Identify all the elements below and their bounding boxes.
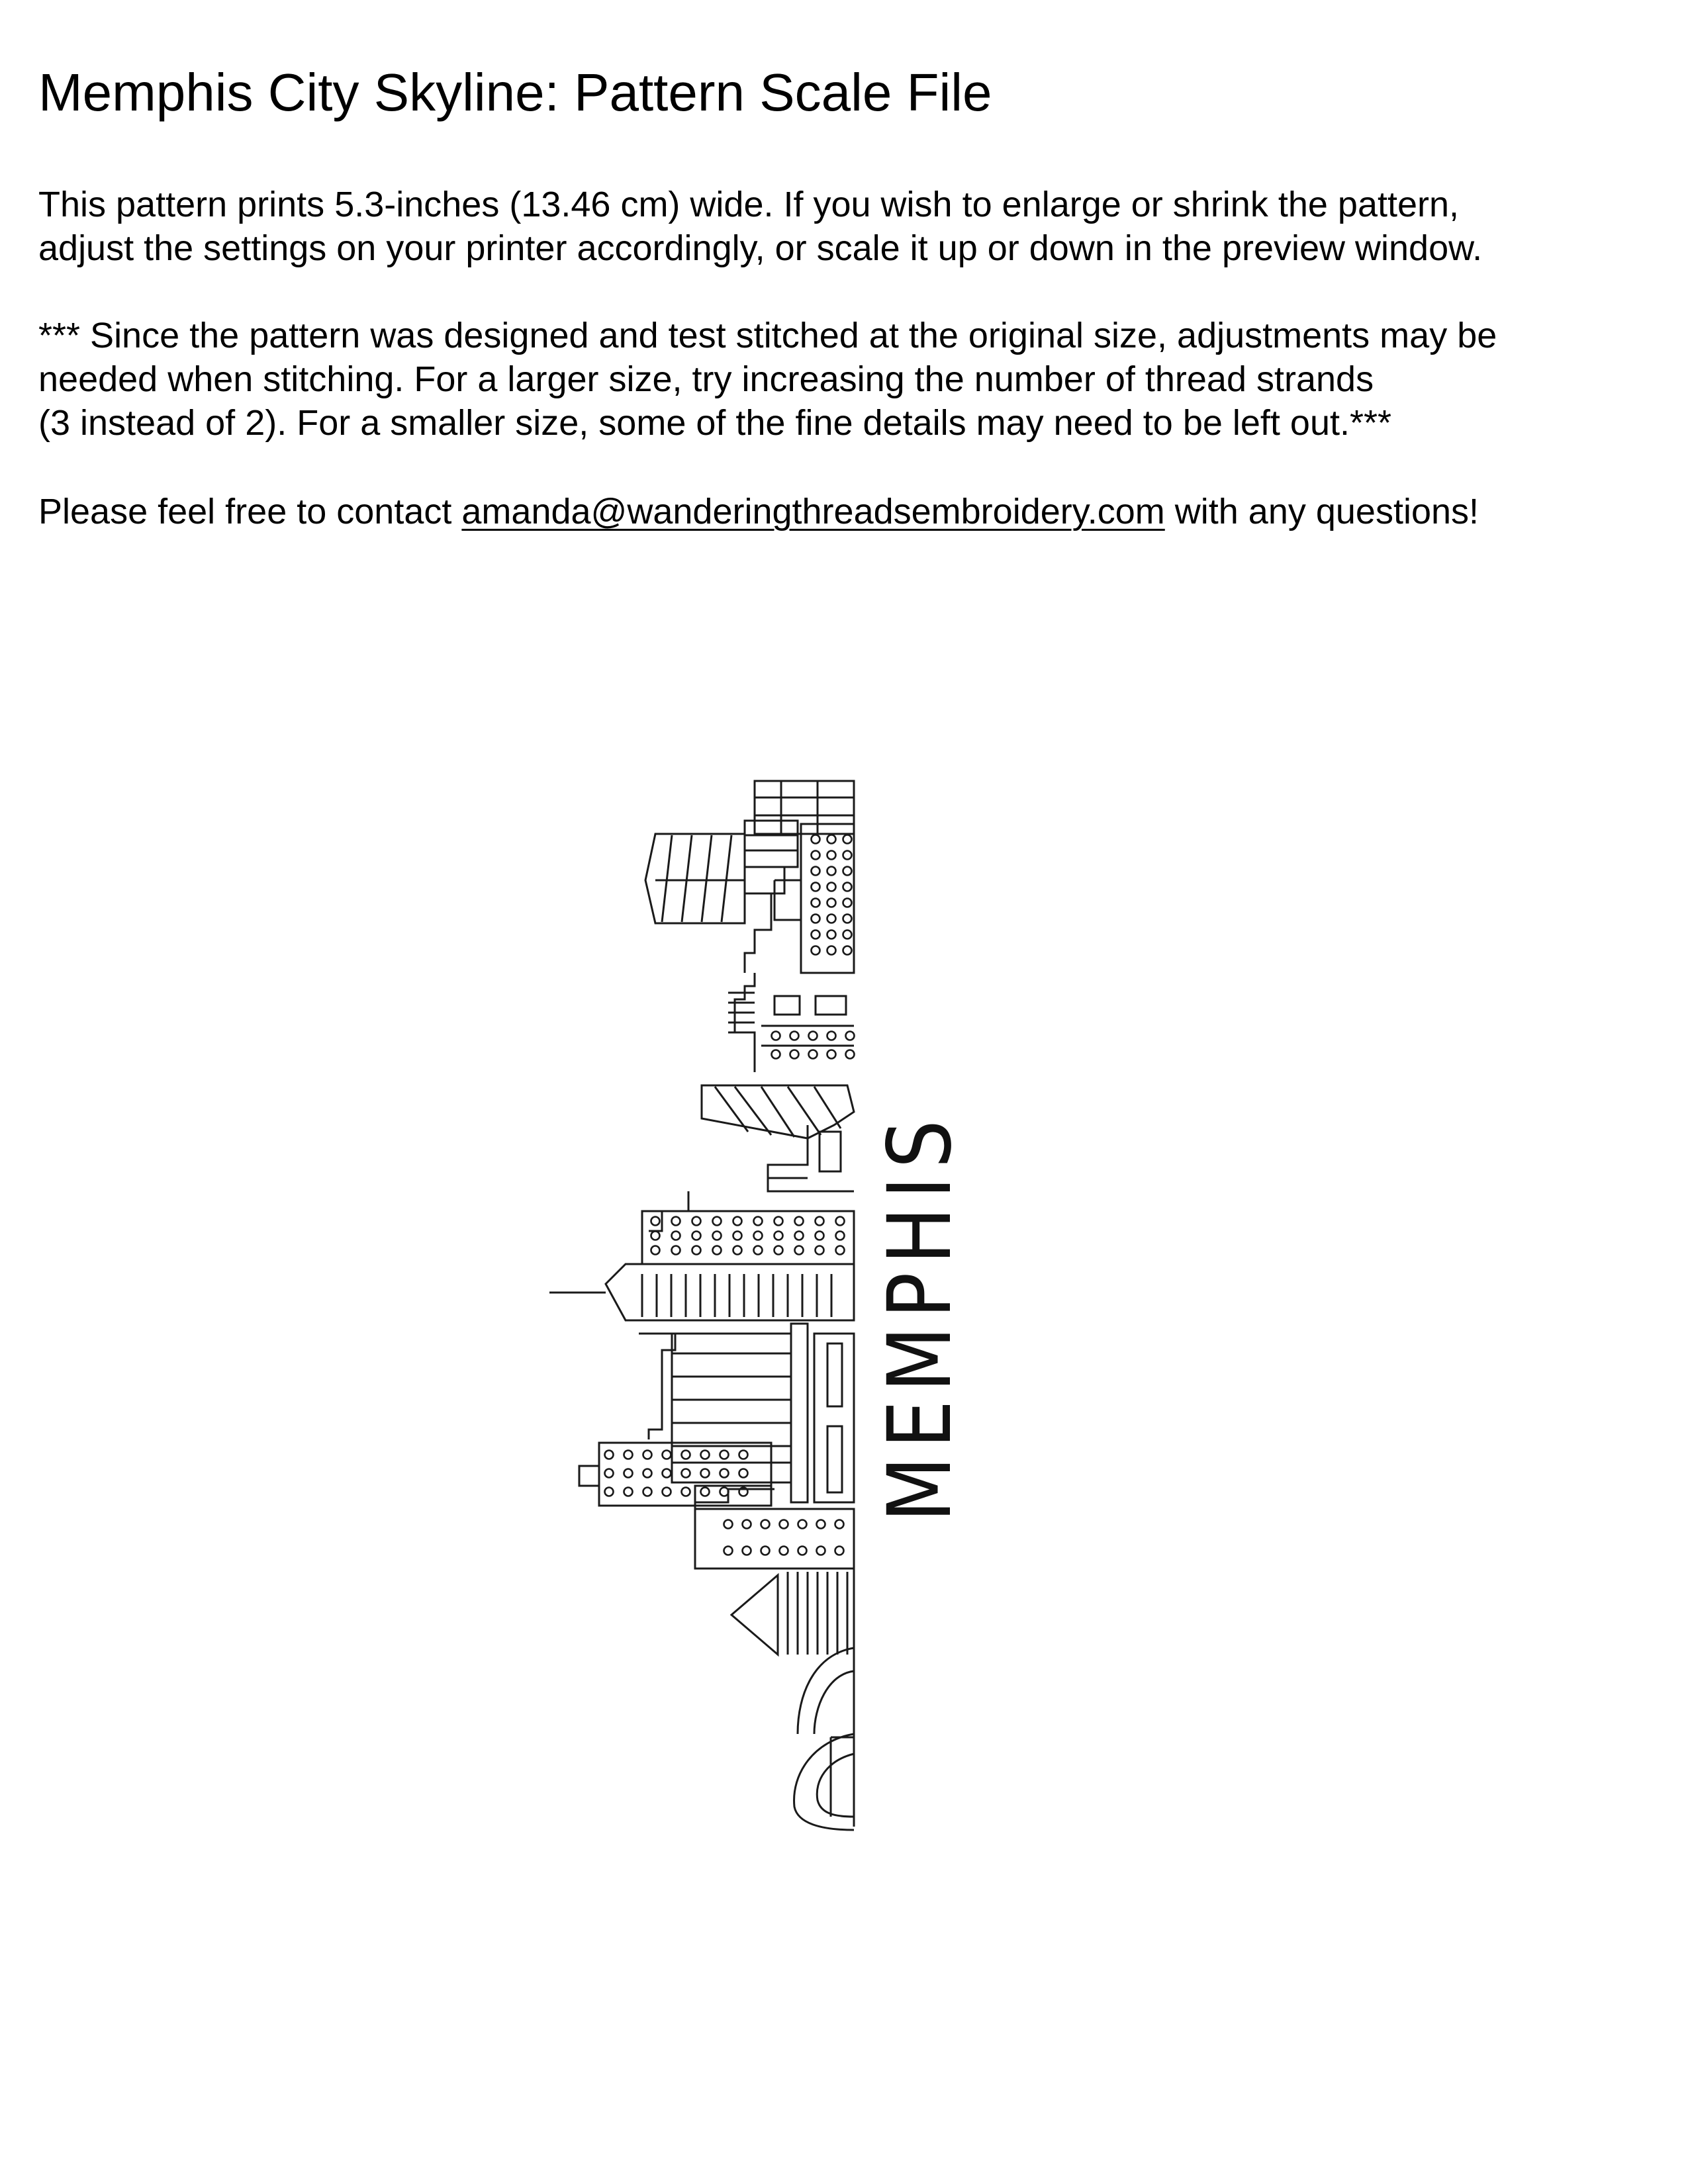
window-dot (733, 1217, 742, 1226)
window-dot (817, 1547, 825, 1555)
window-dot (713, 1232, 722, 1240)
window-dot (692, 1232, 701, 1240)
window-dot (816, 1217, 824, 1226)
window-dot (643, 1469, 652, 1478)
window-dot (827, 931, 836, 939)
window-dot (827, 899, 836, 907)
window-dot (795, 1232, 804, 1240)
window-dot (672, 1217, 680, 1226)
window-dot (672, 1246, 680, 1255)
window-dot (812, 931, 820, 939)
window-dot (720, 1451, 729, 1459)
window-dot (795, 1217, 804, 1226)
window-dot (843, 899, 852, 907)
scale-info-line-2: adjust the settings on your printer accordingly, or scale it up or down in the preview window. (38, 228, 1483, 268)
window-dot (798, 1520, 807, 1529)
contact-email-link[interactable]: amanda@wanderingthreadsembroidery.com (461, 492, 1165, 531)
window-dot (780, 1547, 788, 1555)
contact-prefix: Please feel free to contact (38, 492, 462, 531)
window-dot (790, 1032, 799, 1040)
window-dot (843, 915, 852, 923)
window-dot (774, 1232, 783, 1240)
window-dot (651, 1246, 660, 1255)
window-dot (795, 1246, 804, 1255)
window-dot (846, 1050, 855, 1059)
window-dot (720, 1469, 729, 1478)
window-dot (605, 1451, 614, 1459)
window-dot (605, 1469, 614, 1478)
window-dot (812, 851, 820, 860)
stitching-note-line-1: *** Since the pattern was designed and test stitched at the original size, adjustments may be (38, 316, 1497, 355)
window-dot (754, 1246, 763, 1255)
memphis-vertical-wordmark (869, 1052, 971, 1522)
window-dot (651, 1232, 660, 1240)
window-dot (682, 1451, 690, 1459)
window-dot (682, 1488, 690, 1496)
window-dot (643, 1451, 652, 1459)
contact-suffix: with any questions! (1164, 492, 1479, 531)
window-dot (812, 946, 820, 955)
window-dot (812, 835, 820, 844)
window-dot (739, 1469, 748, 1478)
window-dot (774, 1246, 783, 1255)
window-dot (754, 1232, 763, 1240)
window-dot (772, 1032, 780, 1040)
contact-line (38, 490, 1479, 533)
window-dot (772, 1050, 780, 1059)
window-dot (812, 883, 820, 891)
window-dot (713, 1217, 722, 1226)
window-dot (761, 1520, 770, 1529)
skyline-bridge-section (731, 1569, 854, 1830)
window-dot (651, 1217, 660, 1226)
window-dot (798, 1547, 807, 1555)
window-dot (672, 1232, 680, 1240)
tower-windows (812, 835, 852, 955)
window-dot (692, 1246, 701, 1255)
window-dot (663, 1469, 671, 1478)
window-dot (790, 1050, 799, 1059)
window-dot (843, 835, 852, 844)
window-dot (843, 851, 852, 860)
window-dot (624, 1469, 633, 1478)
window-dot (761, 1547, 770, 1555)
skyline-top-tower (645, 781, 854, 973)
window-dot (843, 946, 852, 955)
window-dot (827, 835, 836, 844)
skyline-mid-tower (702, 973, 855, 1191)
window-dot (692, 1217, 701, 1226)
stitching-note-line-2: needed when stitching. For a larger size, try increasing the number of thread strands (38, 359, 1374, 399)
document-title: Memphis City Skyline: Pattern Scale File (38, 63, 992, 122)
window-dot (682, 1469, 690, 1478)
memphis-wordmark: MEMPHIS (869, 1052, 971, 1522)
window-dot (724, 1520, 733, 1529)
window-dot (774, 1217, 783, 1226)
window-dot (835, 1520, 844, 1529)
window-dot (836, 1232, 845, 1240)
window-dot (812, 899, 820, 907)
window-dot (835, 1547, 844, 1555)
window-dot (663, 1488, 671, 1496)
window-dot (816, 1246, 824, 1255)
window-dot (733, 1246, 742, 1255)
window-dot (846, 1032, 855, 1040)
window-dot (754, 1217, 763, 1226)
window-dot (827, 1032, 836, 1040)
window-dot (643, 1488, 652, 1496)
window-dot (809, 1050, 818, 1059)
window-dot (812, 867, 820, 876)
window-dot (701, 1488, 710, 1496)
window-dot (713, 1246, 722, 1255)
window-dot (780, 1520, 788, 1529)
window-dot (739, 1451, 748, 1459)
window-dot (827, 867, 836, 876)
window-dot (663, 1451, 671, 1459)
window-dot (743, 1520, 751, 1529)
skyline-lower-blocks (579, 1324, 854, 1569)
window-dot (843, 883, 852, 891)
window-dot (624, 1488, 633, 1496)
window-dot (816, 1232, 824, 1240)
window-dot (827, 1050, 836, 1059)
window-dot (733, 1232, 742, 1240)
window-dot (836, 1246, 845, 1255)
window-dot (812, 915, 820, 923)
memphis-skyline-pattern (0, 728, 1688, 1853)
window-dot (827, 946, 836, 955)
window-dot (827, 915, 836, 923)
window-dot (701, 1451, 710, 1459)
contact-paragraph (38, 490, 1479, 533)
window-dot (843, 931, 852, 939)
stitching-note-line-3: (3 instead of 2). For a smaller size, some of the fine details may need to be left out.*** (38, 403, 1392, 443)
stitching-note-paragraph (38, 314, 1497, 445)
window-dot (701, 1469, 710, 1478)
window-dot (743, 1547, 751, 1555)
window-dot (843, 867, 852, 876)
window-dot (827, 883, 836, 891)
skyline-pyramid-tower (549, 1191, 854, 1320)
window-dot (724, 1547, 733, 1555)
window-dot (624, 1451, 633, 1459)
window-dot (817, 1520, 825, 1529)
window-dot (836, 1217, 845, 1226)
window-dot (827, 851, 836, 860)
scale-info-paragraph (38, 183, 1482, 270)
window-dot (605, 1488, 614, 1496)
window-dot (809, 1032, 818, 1040)
scale-info-line-1: This pattern prints 5.3-inches (13.46 cm) wide. If you wish to enlarge or shrink the pattern, (38, 185, 1460, 224)
